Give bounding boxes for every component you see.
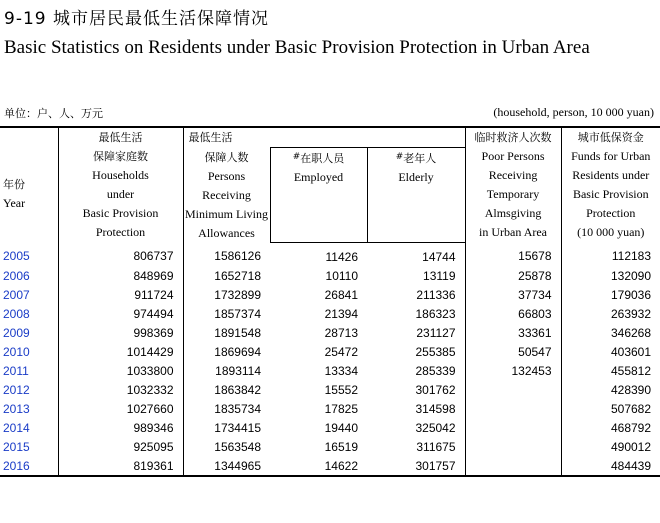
- cell-funds: 490012: [561, 437, 660, 456]
- header-persons-line: Receiving: [202, 187, 251, 202]
- header-persons-line: Persons: [207, 168, 246, 183]
- header-funds: [561, 127, 660, 243]
- cell-funds: 428390: [561, 380, 660, 399]
- table-row: [0, 304, 660, 323]
- cell-elderly: 14744: [422, 249, 456, 264]
- cell-households: 998369: [58, 323, 183, 342]
- table-row: [0, 361, 660, 380]
- cell-poor: 66803: [465, 304, 561, 323]
- cell-persons: 1857374: [183, 304, 270, 323]
- cell-poor: [465, 399, 561, 418]
- cell-funds: 455812: [561, 361, 660, 380]
- table-header: [0, 127, 660, 243]
- cell-elderly: 255385: [415, 344, 456, 359]
- cell-funds: 132090: [561, 266, 660, 285]
- cell-year: 2015: [3, 439, 30, 454]
- header-households-line: 最低生活: [98, 131, 143, 144]
- cell-households: 1027660: [58, 399, 183, 418]
- cell-persons: 1891548: [183, 323, 270, 342]
- cell-elderly: 211336: [416, 287, 456, 302]
- cell-year: 2007: [3, 287, 30, 302]
- header-year-en: Year: [3, 196, 26, 211]
- header-funds-line: Basic Provision: [572, 187, 649, 201]
- cell-poor: [465, 380, 561, 399]
- header-poor-line: in Urban Area: [479, 225, 548, 239]
- cell-households: 1014429: [58, 342, 183, 361]
- cell-elderly: 285339: [415, 363, 456, 378]
- cell-employed: 17825: [324, 401, 358, 416]
- table-row: [0, 437, 660, 456]
- unit-label-cn: 单位：户、人、万元: [4, 107, 103, 120]
- cell-funds: 346268: [561, 323, 660, 342]
- header-year: [0, 127, 58, 243]
- table-row: [0, 456, 660, 476]
- cell-employed: 10110: [325, 268, 358, 283]
- cell-funds: 468792: [561, 418, 660, 437]
- cell-funds: 112183: [561, 243, 660, 267]
- cell-funds: 403601: [561, 342, 660, 361]
- header-funds-line: Funds for Urban: [571, 149, 651, 163]
- cell-year: 2006: [3, 268, 30, 283]
- cell-elderly: 314598: [415, 401, 456, 416]
- cell-persons: 1893114: [183, 361, 270, 380]
- header-persons-line: Minimum Living: [184, 206, 268, 221]
- cell-elderly: 325042: [415, 420, 456, 435]
- statistics-table-wrap: [0, 126, 660, 477]
- cell-households: 1032332: [58, 380, 183, 399]
- cell-households: 925095: [58, 437, 183, 456]
- header-elderly-cn: 老年人: [403, 152, 437, 165]
- statistics-table: [0, 126, 660, 477]
- cell-poor: 15678: [465, 243, 561, 267]
- cell-persons: 1563548: [183, 437, 270, 456]
- header-poor-line: Temporary: [486, 187, 540, 201]
- cell-employed: 14622: [270, 456, 367, 476]
- header-funds-line: 城市低保资金: [577, 131, 644, 144]
- table-row: [0, 243, 660, 267]
- table-row: [0, 266, 660, 285]
- cell-elderly: 311675: [416, 439, 456, 454]
- cell-year: 2010: [3, 344, 30, 359]
- header-year-cn: 年份: [3, 178, 25, 192]
- cell-persons: 1586126: [183, 243, 270, 267]
- header-funds-line: Protection: [586, 206, 636, 220]
- cell-employed: 26841: [324, 287, 358, 302]
- header-households-line: 保障家庭数: [93, 150, 148, 163]
- cell-year: 2012: [3, 382, 30, 397]
- header-persons-line: 保障人数: [204, 150, 249, 164]
- table-row: [0, 285, 660, 304]
- cell-poor: [465, 437, 561, 456]
- cell-year: 2008: [3, 306, 30, 321]
- cell-households: 806737: [58, 243, 183, 267]
- header-employed: [270, 148, 367, 243]
- header-funds-line: Residents under: [572, 168, 650, 182]
- cell-year: 2014: [3, 420, 30, 435]
- cell-elderly: 231127: [416, 325, 456, 340]
- cell-employed: 13334: [324, 363, 358, 378]
- cell-persons: 1344965: [183, 456, 270, 476]
- cell-funds: 263932: [561, 304, 660, 323]
- cell-employed: 16519: [324, 439, 358, 454]
- header-households-line: Basic Provision: [82, 206, 159, 220]
- table-row: [0, 323, 660, 342]
- cell-households: 1033800: [58, 361, 183, 380]
- cell-households: 819361: [58, 456, 183, 476]
- header-households-line: Protection: [95, 225, 146, 239]
- cell-employed: 19440: [324, 420, 358, 435]
- header-elderly-en: Elderly: [398, 170, 434, 184]
- page-title-en: Basic Statistics on Residents under Basic Provision Protection in Urban Area: [4, 37, 590, 58]
- cell-poor: 37734: [465, 285, 561, 304]
- cell-elderly: 301757: [367, 456, 465, 476]
- header-households-line: Households: [92, 168, 149, 182]
- cell-elderly: 13119: [423, 268, 456, 283]
- header-households: [58, 127, 183, 243]
- page-title-cn: 9-19 城市居民最低生活保障情况: [4, 9, 269, 29]
- cell-employed: 11426: [325, 249, 358, 264]
- cell-employed: 21394: [324, 306, 358, 321]
- cell-persons: 1863842: [183, 380, 270, 399]
- cell-poor: 132453: [465, 361, 561, 380]
- header-persons-group: 最低生活: [183, 127, 465, 148]
- header-persons: [183, 148, 270, 243]
- header-poor: [465, 127, 561, 243]
- cell-persons: 1835734: [183, 399, 270, 418]
- cell-households: 848969: [58, 266, 183, 285]
- cell-year: 2005: [3, 249, 30, 264]
- header-mark: #: [395, 152, 404, 162]
- cell-year: 2011: [3, 363, 29, 378]
- cell-poor: 33361: [465, 323, 561, 342]
- cell-year: 2016: [0, 456, 58, 476]
- header-poor-line: Receiving: [488, 168, 538, 182]
- header-mark: #: [292, 152, 301, 162]
- cell-poor: [465, 456, 561, 476]
- cell-funds: 484439: [561, 456, 660, 476]
- cell-elderly: 301762: [415, 382, 456, 397]
- cell-poor: 50547: [465, 342, 561, 361]
- cell-employed: 15552: [324, 382, 358, 397]
- header-elderly: [367, 148, 465, 243]
- table-body: [0, 243, 660, 477]
- header-households-line: under: [106, 187, 135, 201]
- header-persons-line: Allowances: [198, 225, 255, 240]
- cell-households: 974494: [58, 304, 183, 323]
- table-row: [0, 380, 660, 399]
- cell-persons: 1732899: [183, 285, 270, 304]
- cell-funds: 179036: [561, 285, 660, 304]
- table-row: [0, 418, 660, 437]
- table-row: [0, 399, 660, 418]
- cell-funds: 507682: [561, 399, 660, 418]
- header-poor-line: 临时救济人次数: [474, 131, 552, 144]
- header-funds-line: (10 000 yuan): [577, 225, 645, 239]
- cell-year: 2013: [3, 401, 30, 416]
- cell-households: 989346: [58, 418, 183, 437]
- header-employed-en: Employed: [293, 170, 344, 184]
- cell-households: 911724: [58, 285, 183, 304]
- cell-employed: 28713: [324, 325, 358, 340]
- header-poor-line: Poor Persons: [481, 149, 545, 163]
- cell-year: 2009: [3, 325, 30, 340]
- cell-persons: 1652718: [183, 266, 270, 285]
- cell-persons: 1869694: [183, 342, 270, 361]
- cell-employed: 25472: [324, 344, 358, 359]
- cell-persons: 1734415: [183, 418, 270, 437]
- cell-elderly: 186323: [415, 306, 456, 321]
- cell-poor: [465, 418, 561, 437]
- table-row: [0, 342, 660, 361]
- cell-poor: 25878: [465, 266, 561, 285]
- header-poor-line: Almsgiving: [484, 206, 542, 220]
- unit-label-en: (household, person, 10 000 yuan): [493, 105, 654, 119]
- header-employed-cn: 在职人员: [300, 152, 345, 165]
